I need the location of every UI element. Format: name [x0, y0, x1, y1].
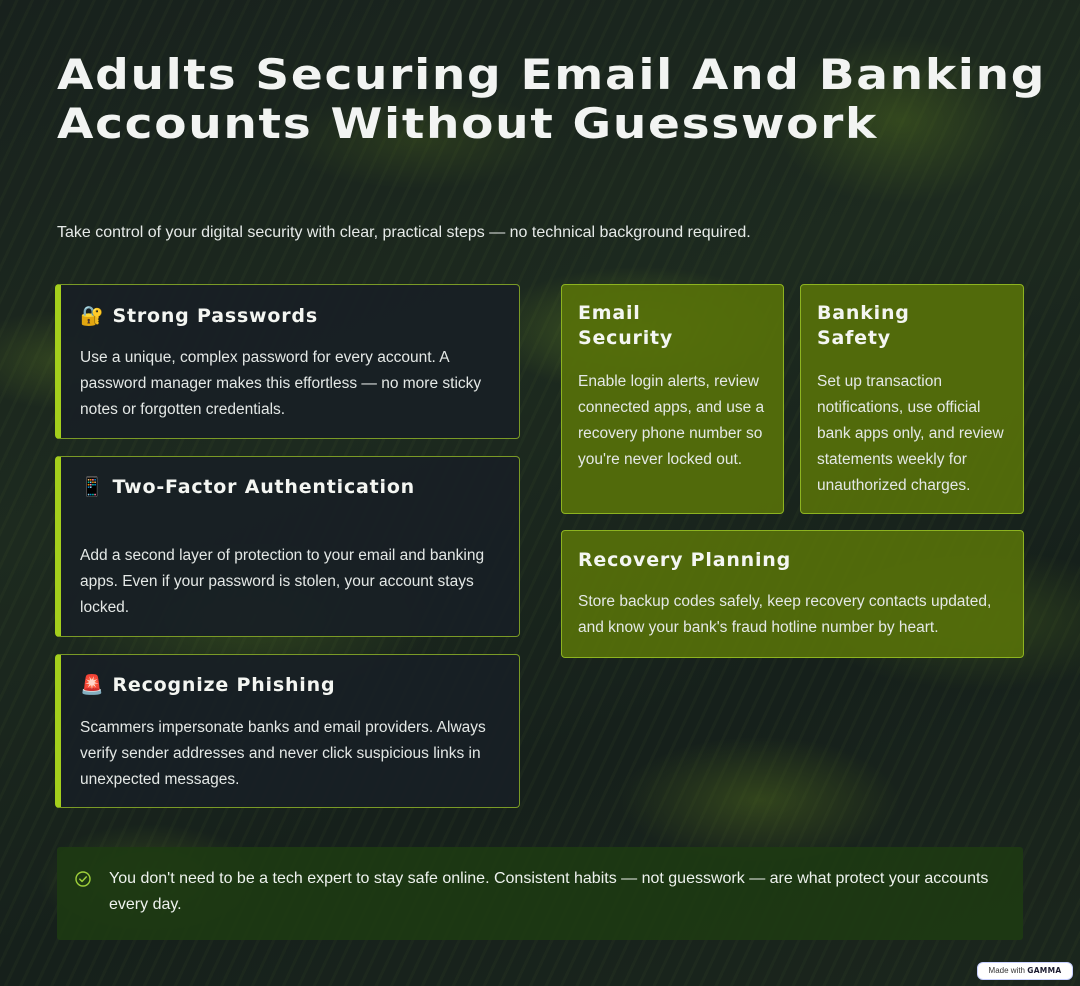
lock-with-key-icon: 🔐 — [80, 305, 105, 327]
recovery-planning-card — [561, 530, 1024, 658]
recognize-phishing-text: Scammers impersonate banks and email providers. Always verify sender addresses and never click suspicious links in unexpected messages. — [80, 719, 486, 788]
page-subtitle: Take control of your digital security with clear, practical steps — no technical background required. — [57, 224, 751, 241]
banking-safety-text: Set up transaction notifications, use official bank apps only, and review statements weekly for unauthorized charges. — [817, 373, 1004, 494]
recognize-phishing-card — [55, 654, 520, 808]
check-circle-icon — [75, 871, 91, 887]
email-security-text: Enable login alerts, review connected apps, and use a recovery phone number so you're never locked out. — [578, 373, 765, 468]
two-factor-title: Two-Factor Authentication — [112, 476, 416, 498]
recovery-planning-text: Store backup codes safely, keep recovery contacts updated, and know your bank's fraud hotline number by heart. — [578, 593, 992, 636]
siren-icon: 🚨 — [80, 674, 105, 696]
recognize-phishing-heading — [80, 673, 335, 698]
email-security-card — [561, 284, 784, 514]
two-factor-heading — [80, 475, 415, 500]
badge-prefix: Made with — [988, 966, 1026, 975]
banking-safety-card — [800, 284, 1024, 514]
strong-passwords-title: Strong Passwords — [112, 305, 318, 327]
two-factor-card — [55, 456, 520, 637]
strong-passwords-card — [55, 284, 520, 439]
recognize-phishing-title: Recognize Phishing — [112, 674, 336, 696]
two-factor-text: Add a second layer of protection to your email and banking apps. Even if your password is stolen, your account stays locked. — [80, 547, 485, 616]
made-with-gamma-badge[interactable] — [977, 962, 1073, 980]
gamma-logo: GAMMA — [1027, 966, 1062, 975]
key-takeaway-callout — [57, 847, 1023, 940]
strong-passwords-heading — [80, 304, 318, 329]
banking-safety-title: Banking Safety — [817, 302, 910, 349]
mobile-phone-icon: 📱 — [80, 476, 105, 498]
strong-passwords-text: Use a unique, complex password for every account. A password manager makes this effortless — no more sticky notes or forgotten credentials. — [80, 349, 482, 418]
recovery-planning-title: Recovery Planning — [578, 549, 792, 571]
callout-text: You don't need to be a tech expert to stay safe online. Consistent habits — not guesswork — are what protect your accounts every day. — [109, 870, 989, 913]
page-title: Adults Securing Email And Banking Accounts Without Guesswork — [57, 50, 1047, 148]
email-security-title: Email Security — [578, 302, 674, 349]
